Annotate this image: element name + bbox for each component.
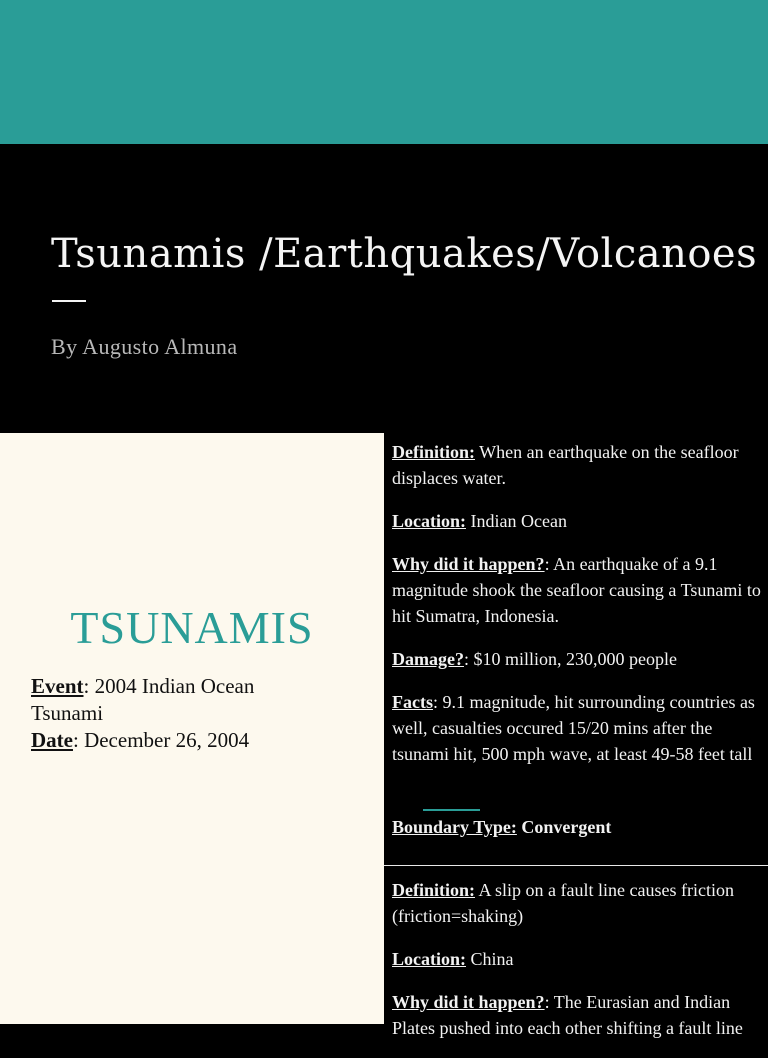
date-line (31, 727, 331, 754)
section-heading-tsunamis: TSUNAMIS (70, 602, 314, 653)
earthquake-location (392, 946, 764, 972)
why-value: : An earthquake of a 9.1 magnitude shook the seafloor causing a Tsunami to hit Sumatra, Indonesia. (392, 554, 761, 626)
card-divider (384, 865, 768, 866)
damage-value: : $10 million, 230,000 people (463, 649, 677, 669)
definition-value: When an earthquake on the seafloor displaces water. (392, 442, 739, 488)
why-value: : The Eurasian and Indian Plates pushed into each other shifting a fault line (392, 992, 743, 1038)
event-value: : 2004 Indian Ocean Tsunami (31, 674, 255, 725)
tsunami-location (392, 508, 764, 534)
tsunami-why (392, 551, 764, 629)
event-label: Event (31, 674, 84, 698)
damage-label: Damage? (392, 649, 464, 669)
tsunami-definition (392, 439, 764, 491)
event-line (31, 673, 331, 727)
date-value: : December 26, 2004 (72, 728, 250, 752)
definition-label: Definition: (392, 442, 475, 462)
date-label: Date (31, 728, 73, 752)
location-label: Location: (392, 511, 466, 531)
location-label: Location: (392, 949, 466, 969)
title-block (0, 144, 768, 433)
why-label: Why did it happen? (392, 992, 545, 1012)
tsunami-facts (392, 689, 764, 767)
top-color-band (0, 0, 768, 144)
event-info (31, 673, 331, 754)
definition-value: A slip on a fault line causes friction (friction=shaking) (392, 880, 734, 926)
boundary-type-line (392, 814, 764, 840)
location-value: Indian Ocean (466, 511, 567, 531)
definition-label: Definition: (392, 880, 475, 900)
title-underline-rule (52, 300, 86, 302)
teal-divider (423, 809, 480, 811)
earthquake-why (392, 989, 764, 1041)
earthquake-facts-block (392, 877, 764, 1058)
boundary-label: Boundary Type: (392, 817, 517, 837)
earthquake-definition (392, 877, 764, 929)
page-title: Tsunamis /Earthquakes/Volcanoes (51, 231, 758, 277)
tsunami-facts-block (392, 439, 764, 784)
tsunami-damage (392, 646, 764, 672)
boundary-value: Convergent (516, 817, 612, 837)
facts-value: : 9.1 magnitude, hit surrounding countries as well, casualties occured 15/20 mins after the tsunami hit, 500 mph wave, at least 49-58 feet tall (392, 692, 755, 764)
author-byline: By Augusto Almuna (51, 334, 238, 359)
facts-label: Facts (392, 692, 433, 712)
location-value: China (466, 949, 514, 969)
why-label: Why did it happen? (392, 554, 545, 574)
